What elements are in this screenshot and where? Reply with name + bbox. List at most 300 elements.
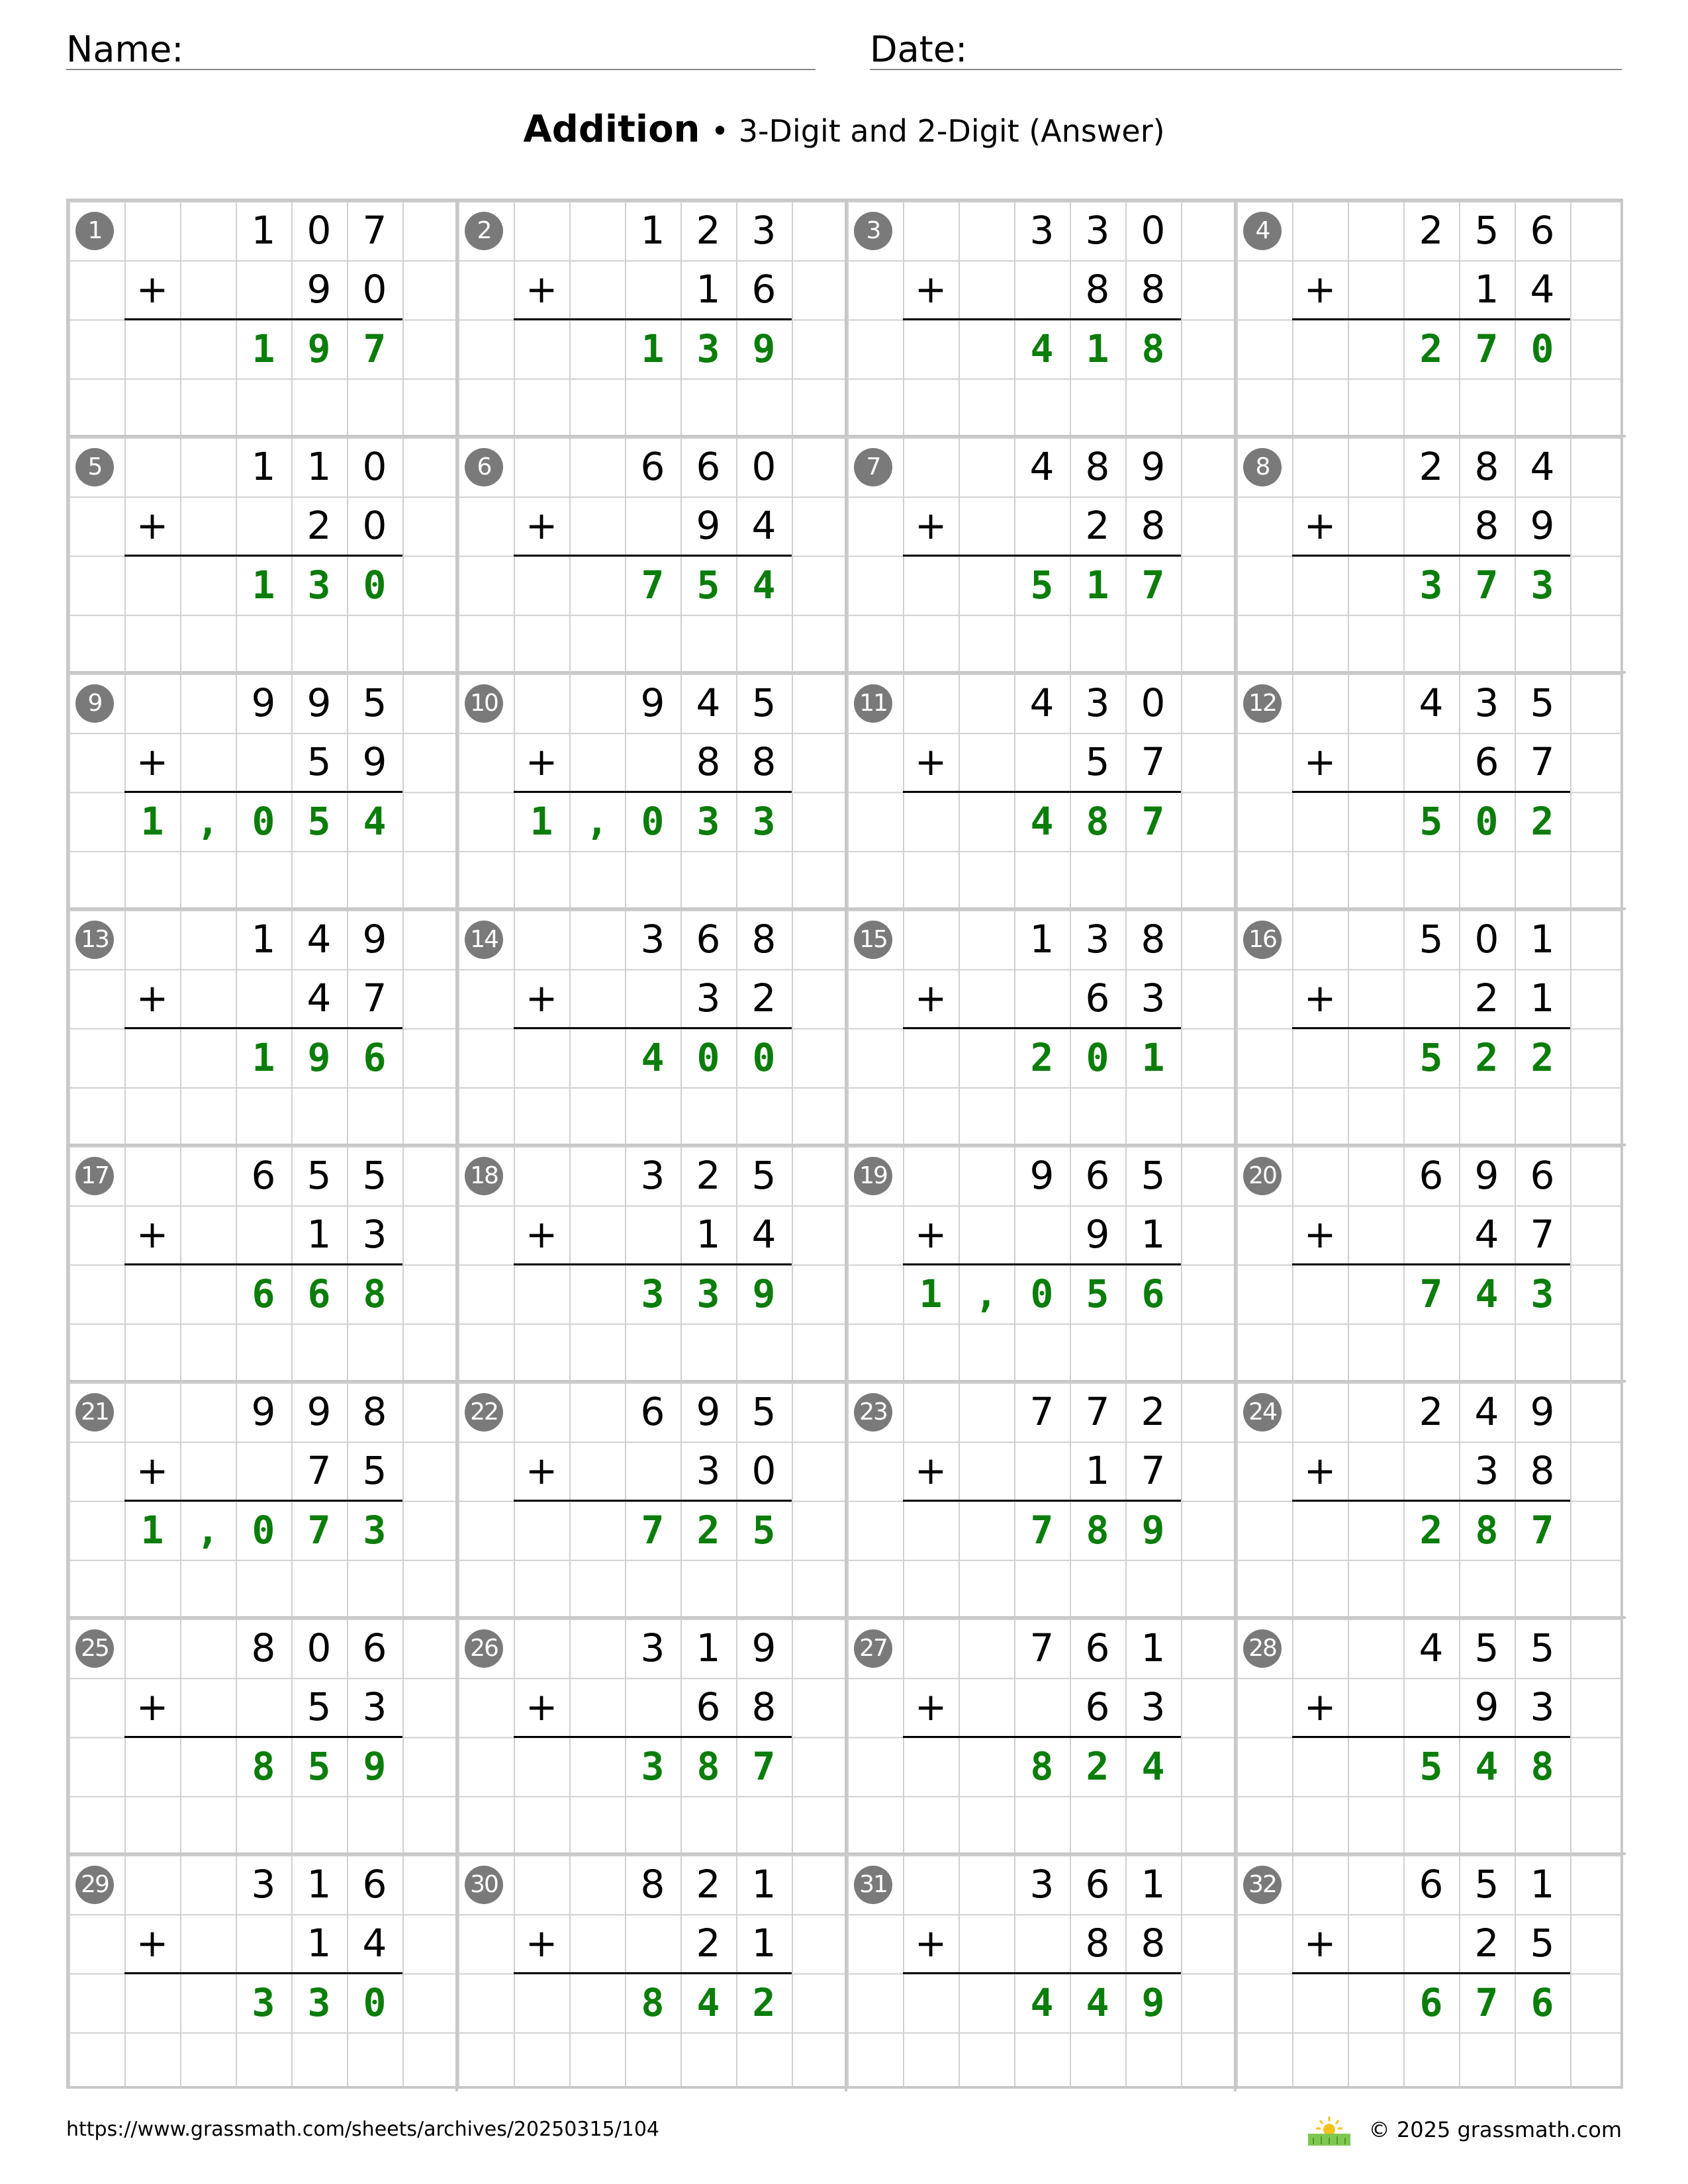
addend-top-digit: 1 <box>751 1862 776 1907</box>
answer-digit: 6 <box>1419 1979 1443 2025</box>
addend-top-digit: 9 <box>251 680 276 725</box>
answer-digit: 9 <box>752 326 776 371</box>
answer-digit: 7 <box>1419 1271 1443 1316</box>
answer-digit: 0 <box>1086 1034 1109 1080</box>
answer-digit: 8 <box>252 1743 275 1789</box>
answer-digit: 3 <box>1419 562 1443 608</box>
problem-25 <box>69 1616 458 1855</box>
answer-rule <box>514 1027 792 1029</box>
addend-top-digit: 9 <box>1029 1153 1055 1198</box>
addend-bottom-digit: 8 <box>1141 267 1166 312</box>
answer-digit: 0 <box>252 798 275 844</box>
answer-rule <box>903 1736 1181 1738</box>
addend-top-digit: 5 <box>1474 1625 1499 1670</box>
addend-bottom-digit: 3 <box>1141 1684 1166 1730</box>
addend-top-digit: 9 <box>640 680 665 725</box>
addend-top-digit: 7 <box>1029 1625 1055 1670</box>
addend-top-digit: 9 <box>1530 1389 1555 1434</box>
answer-digit: 3 <box>696 798 720 844</box>
plus-sign: + <box>525 1684 558 1730</box>
addend-bottom-digit: 6 <box>1085 1684 1110 1730</box>
answer-digit: 0 <box>696 1034 720 1080</box>
addend-top-digit: 9 <box>306 680 332 725</box>
answer-digit: 1 <box>1086 326 1109 371</box>
addend-bottom-digit: 1 <box>1141 1212 1166 1257</box>
problem-24 <box>1234 1380 1626 1619</box>
addend-bottom-digit: 4 <box>306 976 332 1021</box>
addend-bottom-digit: 1 <box>306 1921 332 1966</box>
answer-digit: 1 <box>252 562 275 608</box>
addend-bottom-digit: 3 <box>1530 1684 1555 1730</box>
addend-bottom-digit: 6 <box>696 1684 721 1730</box>
addend-bottom-digit: 1 <box>306 1212 332 1257</box>
addend-top-digit: 5 <box>1419 917 1444 962</box>
answer-digit: , <box>196 798 220 844</box>
plus-sign: + <box>914 503 947 549</box>
addend-top-digit: 4 <box>1530 444 1555 489</box>
answer-digit: 3 <box>252 1979 275 2025</box>
answer-digit: 2 <box>1030 1034 1054 1080</box>
problem-30 <box>455 1852 847 2091</box>
addend-top-digit: 9 <box>362 917 387 962</box>
addend-top-digit: 5 <box>1474 1862 1499 1907</box>
answer-digit: , <box>196 1507 220 1553</box>
addend-top-digit: 4 <box>1419 680 1444 725</box>
addend-top-digit: 3 <box>1085 917 1110 962</box>
addend-bottom-digit: 0 <box>362 503 387 549</box>
answer-rule <box>514 318 792 320</box>
answer-digit: 2 <box>696 1507 720 1553</box>
problem-number-badge: 19 <box>854 1157 892 1195</box>
addend-bottom-digit: 3 <box>362 1684 387 1730</box>
addend-bottom-digit: 9 <box>306 267 332 312</box>
problem-number-badge: 8 <box>1243 448 1282 486</box>
addend-top-digit: 2 <box>1419 444 1444 489</box>
answer-digit: 8 <box>363 1271 387 1316</box>
addend-top-digit: 4 <box>1029 444 1055 489</box>
answer-rule <box>514 555 792 557</box>
addend-top-digit: 3 <box>640 917 665 962</box>
addend-bottom-digit: 9 <box>696 503 721 549</box>
addend-bottom-digit: 1 <box>696 1212 721 1257</box>
problem-22 <box>455 1380 847 1619</box>
addend-bottom-digit: 3 <box>696 1448 721 1494</box>
addend-bottom-digit: 6 <box>751 267 776 312</box>
answer-digit: , <box>974 1271 998 1316</box>
answer-rule <box>903 1027 1181 1029</box>
addend-bottom-digit: 2 <box>306 503 332 549</box>
addend-top-digit: 4 <box>1474 1389 1499 1434</box>
problem-number-badge: 16 <box>1243 921 1282 959</box>
addend-bottom-digit: 3 <box>1141 976 1166 1021</box>
answer-digit: 2 <box>1475 1034 1499 1080</box>
plus-sign: + <box>1303 1212 1336 1257</box>
footer-url: https://www.grassmath.com/sheets/archives/20250315/104 <box>66 2118 660 2141</box>
addend-top-digit: 6 <box>1085 1862 1110 1907</box>
answer-rule <box>124 555 402 557</box>
answer-digit: 0 <box>363 562 387 608</box>
plus-sign: + <box>914 1684 947 1730</box>
plus-sign: + <box>1303 267 1336 312</box>
addend-top-digit: 3 <box>1085 680 1110 725</box>
addend-bottom-digit: 2 <box>1474 976 1499 1021</box>
answer-digit: 9 <box>752 1271 776 1316</box>
grassmath-sun-logo-icon <box>1308 2114 1350 2146</box>
problem-number-badge: 18 <box>465 1157 503 1195</box>
answer-digit: 0 <box>252 1507 275 1553</box>
problem-6 <box>455 435 847 674</box>
problem-number-badge: 21 <box>75 1393 114 1432</box>
addend-top-digit: 8 <box>1474 444 1499 489</box>
addend-top-digit: 3 <box>640 1153 665 1198</box>
problem-1 <box>69 201 458 437</box>
date-field[interactable] <box>870 24 1622 70</box>
addend-top-digit: 6 <box>1530 208 1555 253</box>
addend-bottom-digit: 7 <box>1141 1448 1166 1494</box>
answer-digit: 2 <box>1086 1743 1109 1789</box>
answer-digit: 4 <box>696 1979 720 2025</box>
answer-digit: 0 <box>1530 326 1554 371</box>
problem-13 <box>69 907 458 1146</box>
answer-rule <box>1292 1027 1570 1029</box>
plus-sign: + <box>1303 503 1336 549</box>
answer-rule <box>1292 555 1570 557</box>
answer-rule <box>124 1736 402 1738</box>
answer-digit: 6 <box>1141 1271 1165 1316</box>
answer-digit: 9 <box>307 326 331 371</box>
addend-bottom-digit: 1 <box>1530 976 1555 1021</box>
problem-number-badge: 24 <box>1243 1393 1282 1432</box>
problem-26 <box>455 1616 847 1855</box>
answer-digit: 9 <box>307 1034 331 1080</box>
addend-bottom-digit: 4 <box>751 503 776 549</box>
problem-number-badge: 26 <box>465 1629 503 1668</box>
answer-digit: 0 <box>1030 1271 1054 1316</box>
addend-top-digit: 8 <box>1085 444 1110 489</box>
problem-17 <box>69 1144 458 1383</box>
answer-digit: 9 <box>1141 1979 1165 2025</box>
answer-digit: 6 <box>252 1271 275 1316</box>
answer-digit: 5 <box>1419 1034 1443 1080</box>
addend-top-digit: 9 <box>306 1389 332 1434</box>
problem-number-badge: 22 <box>465 1393 503 1432</box>
addend-top-digit: 6 <box>1085 1625 1110 1670</box>
addend-bottom-digit: 5 <box>362 1448 387 1494</box>
problem-number-badge: 17 <box>75 1157 114 1195</box>
answer-rule <box>514 1972 792 1974</box>
answer-rule <box>124 1500 402 1502</box>
addend-top-digit: 6 <box>1419 1153 1444 1198</box>
plus-sign: + <box>914 976 947 1021</box>
problem-18 <box>455 1144 847 1383</box>
addend-bottom-digit: 4 <box>1530 267 1555 312</box>
answer-digit: 8 <box>1475 1507 1499 1553</box>
title-main: Addition <box>523 108 700 151</box>
problem-number-badge: 5 <box>75 448 114 486</box>
answer-rule <box>124 1972 402 1974</box>
answer-rule <box>903 1263 1181 1265</box>
problem-12 <box>1234 671 1626 910</box>
addend-top-digit: 2 <box>696 1153 721 1198</box>
plus-sign: + <box>525 1212 558 1257</box>
addend-top-digit: 0 <box>751 444 776 489</box>
answer-digit: 4 <box>363 798 387 844</box>
addend-top-digit: 3 <box>751 208 776 253</box>
answer-digit: 4 <box>1030 1979 1054 2025</box>
answer-rule <box>514 1263 792 1265</box>
plus-sign: + <box>136 503 169 549</box>
footer-brand <box>1308 2114 1622 2146</box>
answer-digit: 1 <box>641 326 665 371</box>
answer-digit: 6 <box>307 1271 331 1316</box>
plus-sign: + <box>525 1921 558 1966</box>
answer-digit: 8 <box>1086 798 1109 844</box>
plus-sign: + <box>136 1684 169 1730</box>
addend-bottom-digit: 8 <box>1530 1448 1555 1494</box>
addend-bottom-digit: 8 <box>1085 1921 1110 1966</box>
answer-digit: 1 <box>919 1271 943 1316</box>
problem-19 <box>845 1144 1237 1383</box>
problem-number-badge: 23 <box>854 1393 892 1432</box>
answer-rule <box>514 791 792 793</box>
answer-rule <box>903 1500 1181 1502</box>
answer-digit: 4 <box>752 562 776 608</box>
problem-16 <box>1234 907 1626 1146</box>
plus-sign: + <box>914 739 947 785</box>
addend-top-digit: 8 <box>640 1862 665 1907</box>
addend-bottom-digit: 7 <box>1530 1212 1555 1257</box>
answer-digit: 7 <box>752 1743 776 1789</box>
answer-digit: 7 <box>307 1507 331 1553</box>
answer-digit: 7 <box>1475 1979 1499 2025</box>
addend-bottom-digit: 3 <box>1474 1448 1499 1494</box>
addend-bottom-digit: 2 <box>1474 1921 1499 1966</box>
plus-sign: + <box>525 739 558 785</box>
answer-rule <box>1292 1500 1570 1502</box>
problem-number-badge: 1 <box>75 212 114 250</box>
answer-digit: 3 <box>1530 562 1554 608</box>
answer-digit: 8 <box>1530 1743 1554 1789</box>
problem-number-badge: 3 <box>854 212 892 250</box>
problem-21 <box>69 1380 458 1619</box>
plus-sign: + <box>525 503 558 549</box>
addend-bottom-digit: 8 <box>696 739 721 785</box>
addend-bottom-digit: 6 <box>1474 739 1499 785</box>
addend-top-digit: 6 <box>362 1862 387 1907</box>
addend-top-digit: 5 <box>362 1153 387 1198</box>
addend-bottom-digit: 4 <box>1474 1212 1499 1257</box>
problem-number-badge: 30 <box>465 1866 503 1904</box>
addend-top-digit: 3 <box>1085 208 1110 253</box>
answer-digit: 7 <box>641 1507 665 1553</box>
answer-digit: 7 <box>363 326 387 371</box>
answer-digit: 4 <box>1141 1743 1165 1789</box>
addend-bottom-digit: 1 <box>751 1921 776 1966</box>
problem-number-badge: 25 <box>75 1629 114 1668</box>
plus-sign: + <box>525 976 558 1021</box>
answer-rule <box>124 1027 402 1029</box>
addend-top-digit: 6 <box>251 1153 276 1198</box>
problem-number-badge: 12 <box>1243 684 1282 723</box>
addend-top-digit: 8 <box>251 1625 276 1670</box>
addend-bottom-digit: 5 <box>306 1684 332 1730</box>
answer-digit: 3 <box>696 326 720 371</box>
addend-top-digit: 1 <box>1141 1625 1166 1670</box>
addend-top-digit: 6 <box>696 917 721 962</box>
answer-digit: 0 <box>641 798 665 844</box>
addend-top-digit: 1 <box>1530 1862 1555 1907</box>
addend-top-digit: 7 <box>362 208 387 253</box>
addend-top-digit: 5 <box>306 1153 332 1198</box>
answer-rule <box>903 555 1181 557</box>
answer-digit: 7 <box>1030 1507 1054 1553</box>
answer-digit: 7 <box>1475 326 1499 371</box>
addend-top-digit: 1 <box>1141 1862 1166 1907</box>
problem-15 <box>845 907 1237 1146</box>
plus-sign: + <box>1303 976 1336 1021</box>
answer-digit: 5 <box>307 798 331 844</box>
addend-top-digit: 5 <box>1530 1625 1555 1670</box>
problem-grid <box>66 199 1623 2089</box>
answer-digit: 3 <box>1530 1271 1554 1316</box>
answer-rule <box>514 1500 792 1502</box>
addend-top-digit: 1 <box>1029 917 1055 962</box>
addend-top-digit: 9 <box>251 1389 276 1434</box>
answer-digit: 3 <box>641 1743 665 1789</box>
addend-bottom-digit: 9 <box>1530 503 1555 549</box>
addend-bottom-digit: 1 <box>696 267 721 312</box>
answer-rule <box>903 1972 1181 1974</box>
addend-bottom-digit: 5 <box>1530 1921 1555 1966</box>
answer-digit: 5 <box>307 1743 331 1789</box>
answer-digit: 2 <box>1530 798 1554 844</box>
answer-digit: 1 <box>252 1034 275 1080</box>
answer-digit: 7 <box>1141 562 1165 608</box>
addend-top-digit: 9 <box>1474 1153 1499 1198</box>
title-subtitle: • 3-Digit and 2-Digit (Answer) <box>710 113 1165 149</box>
problem-number-badge: 28 <box>1243 1629 1282 1668</box>
problem-9 <box>69 671 458 910</box>
problem-11 <box>845 671 1237 910</box>
addend-top-digit: 6 <box>1085 1153 1110 1198</box>
answer-rule <box>124 791 402 793</box>
answer-digit: 5 <box>1419 798 1443 844</box>
answer-digit: 4 <box>1030 326 1054 371</box>
addend-top-digit: 4 <box>696 680 721 725</box>
answer-digit: 3 <box>307 562 331 608</box>
addend-top-digit: 0 <box>306 208 332 253</box>
addend-top-digit: 4 <box>1029 680 1055 725</box>
problem-29 <box>69 1852 458 2091</box>
problem-number-badge: 32 <box>1243 1866 1282 1904</box>
addend-bottom-digit: 2 <box>1085 503 1110 549</box>
addend-top-digit: 6 <box>1419 1862 1444 1907</box>
answer-digit: 1 <box>1086 562 1109 608</box>
answer-digit: 2 <box>1419 326 1443 371</box>
plus-sign: + <box>136 1448 169 1494</box>
addend-bottom-digit: 2 <box>751 976 776 1021</box>
addend-top-digit: 3 <box>1029 1862 1055 1907</box>
addend-top-digit: 0 <box>306 1625 332 1670</box>
addend-top-digit: 8 <box>751 917 776 962</box>
addend-top-digit: 8 <box>1141 917 1166 962</box>
answer-digit: 1 <box>530 798 553 844</box>
answer-rule <box>1292 1736 1570 1738</box>
addend-top-digit: 1 <box>306 1862 332 1907</box>
answer-rule <box>903 318 1181 320</box>
addend-top-digit: 4 <box>1419 1625 1444 1670</box>
answer-digit: 2 <box>752 1979 776 2025</box>
addend-top-digit: 3 <box>640 1625 665 1670</box>
addend-top-digit: 6 <box>640 1389 665 1434</box>
addend-bottom-digit: 9 <box>1085 1212 1110 1257</box>
answer-digit: 4 <box>1475 1271 1499 1316</box>
answer-digit: 9 <box>363 1743 387 1789</box>
plus-sign: + <box>136 976 169 1021</box>
answer-digit: 5 <box>1086 1271 1109 1316</box>
addend-top-digit: 1 <box>251 208 276 253</box>
addend-top-digit: 3 <box>1474 680 1499 725</box>
name-field[interactable] <box>66 24 816 70</box>
addend-bottom-digit: 8 <box>1085 267 1110 312</box>
answer-digit: 7 <box>1141 798 1165 844</box>
plus-sign: + <box>914 1448 947 1494</box>
answer-digit: 3 <box>363 1507 387 1553</box>
plus-sign: + <box>914 1212 947 1257</box>
date-label: Date: <box>870 28 968 70</box>
addend-top-digit: 9 <box>696 1389 721 1434</box>
addend-top-digit: 1 <box>1530 917 1555 962</box>
plus-sign: + <box>525 1448 558 1494</box>
addend-top-digit: 8 <box>362 1389 387 1434</box>
plus-sign: + <box>136 739 169 785</box>
problem-number-badge: 13 <box>75 921 114 959</box>
problem-28 <box>1234 1616 1626 1855</box>
plus-sign: + <box>136 1212 169 1257</box>
problem-20 <box>1234 1144 1626 1383</box>
problem-number-badge: 31 <box>854 1866 892 1904</box>
problem-number-badge: 2 <box>465 212 503 250</box>
plus-sign: + <box>1303 739 1336 785</box>
addend-bottom-digit: 8 <box>751 739 776 785</box>
answer-digit: 6 <box>1530 1979 1554 2025</box>
answer-digit: 2 <box>1530 1034 1554 1080</box>
addend-bottom-digit: 1 <box>1474 267 1499 312</box>
answer-digit: 3 <box>752 798 776 844</box>
addend-top-digit: 6 <box>1530 1153 1555 1198</box>
answer-digit: 0 <box>752 1034 776 1080</box>
answer-digit: 1 <box>1141 1034 1165 1080</box>
problem-number-badge: 20 <box>1243 1157 1282 1195</box>
addend-top-digit: 3 <box>251 1862 276 1907</box>
answer-digit: 3 <box>307 1979 331 2025</box>
problem-number-badge: 11 <box>854 684 892 723</box>
answer-digit: 7 <box>1475 562 1499 608</box>
addend-top-digit: 5 <box>1141 1153 1166 1198</box>
plus-sign: + <box>914 267 947 312</box>
problem-23 <box>845 1380 1237 1619</box>
addend-top-digit: 2 <box>696 208 721 253</box>
answer-digit: 7 <box>641 562 665 608</box>
addend-bottom-digit: 4 <box>751 1212 776 1257</box>
addend-bottom-digit: 2 <box>696 1921 721 1966</box>
problem-number-badge: 10 <box>465 684 503 723</box>
problem-2 <box>455 201 847 437</box>
problem-number-badge: 14 <box>465 921 503 959</box>
addend-top-digit: 5 <box>751 1389 776 1434</box>
plus-sign: + <box>914 1921 947 1966</box>
addend-top-digit: 6 <box>640 444 665 489</box>
